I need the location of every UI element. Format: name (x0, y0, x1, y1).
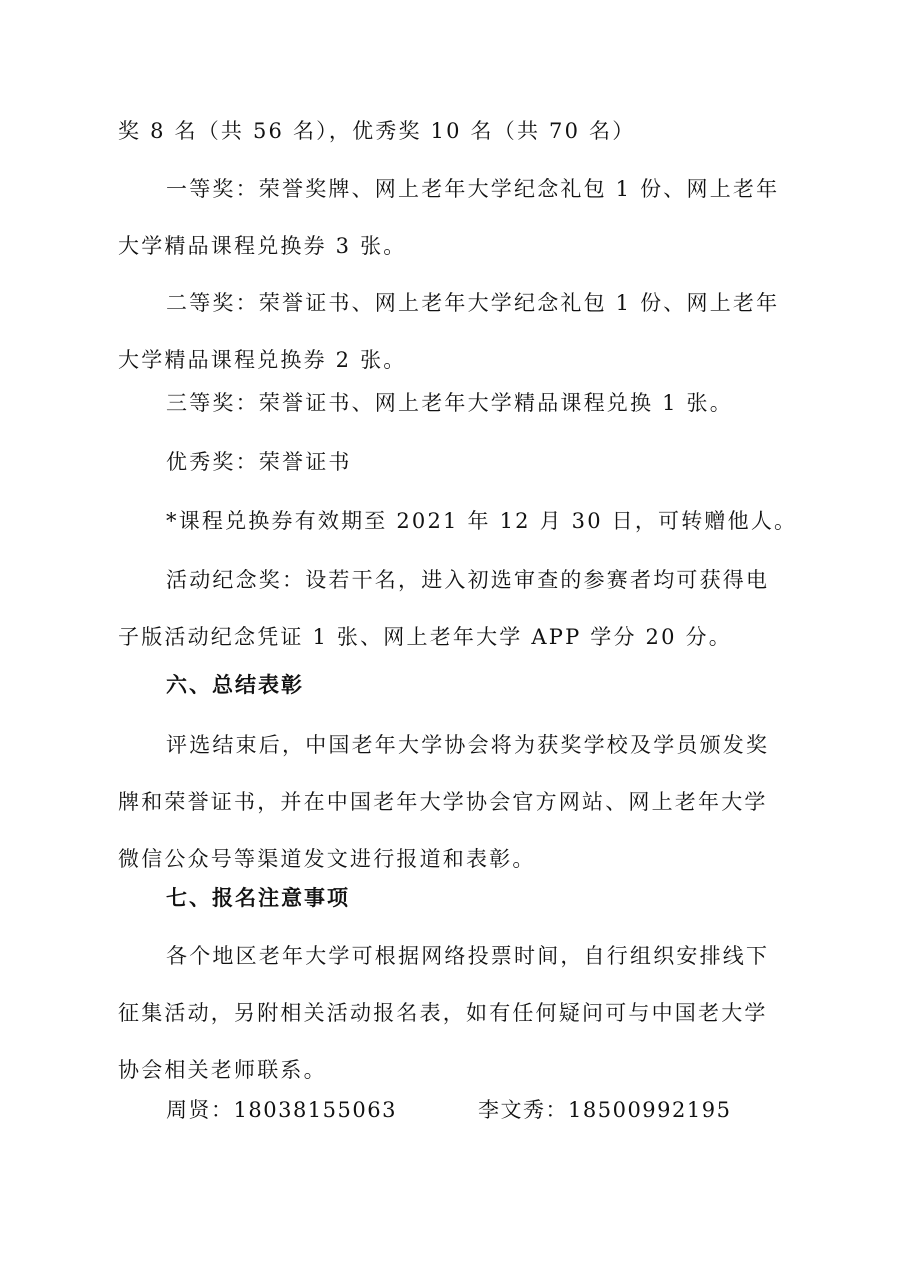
excellent-prize-line: 优秀奖：荣誉证书 (166, 450, 352, 474)
contact-li-wenxiu: 李文秀：18500992195 (478, 1098, 732, 1122)
section-6-heading: 六、总结表彰 (166, 673, 304, 697)
memorial-prize-line-1: 活动纪念奖：设若干名，进入初选审查的参赛者均可获得电 (166, 568, 770, 592)
third-prize-line: 三等奖：荣誉证书、网上老年大学精品课程兑换 1 张。 (166, 391, 733, 415)
section-6-paragraph: 评选结束后，中国老年大学协会将为获奖学校及学员颁发奖 牌和荣誉证书，并在中国老年大学协会官方网站、网上老年大学 微信公众号等渠道发文进行报道和表彰。 (118, 733, 770, 871)
memorial-prize-line-2: 子版活动纪念凭证 1 张、网上老年大学 APP 学分 20 分。 (118, 625, 732, 649)
first-prize-line-1: 一等奖：荣誉奖牌、网上老年大学纪念礼包 1 份、网上老年 (166, 177, 780, 201)
memorial-prize-paragraph (118, 552, 788, 666)
second-prize-paragraph (118, 275, 788, 389)
second-prize-line-1: 二等奖：荣誉证书、网上老年大学纪念礼包 1 份、网上老年 (166, 291, 780, 315)
voucher-note-line: *课程兑换券有效期至 2021 年 12 月 30 日，可转赠他人。 (166, 509, 798, 533)
section-7-heading: 七、报名注意事项 (166, 886, 350, 910)
prize-count-line: 奖 8 名（共 56 名），优秀奖 10 名（共 70 名） (118, 119, 636, 143)
contact-zhou-xian: 周贤：18038155063 (166, 1098, 397, 1122)
second-prize-line-2: 大学精品课程兑换券 2 张。 (118, 348, 407, 372)
first-prize-paragraph (118, 161, 788, 275)
first-prize-line-2: 大学精品课程兑换券 3 张。 (118, 234, 407, 258)
section-7-paragraph: 各个地区老年大学可根据网络投票时间，自行组织安排线下 征集活动，另附相关活动报名表，如有任何疑问可与中国老大学 协会相关老师联系。 (118, 944, 770, 1082)
